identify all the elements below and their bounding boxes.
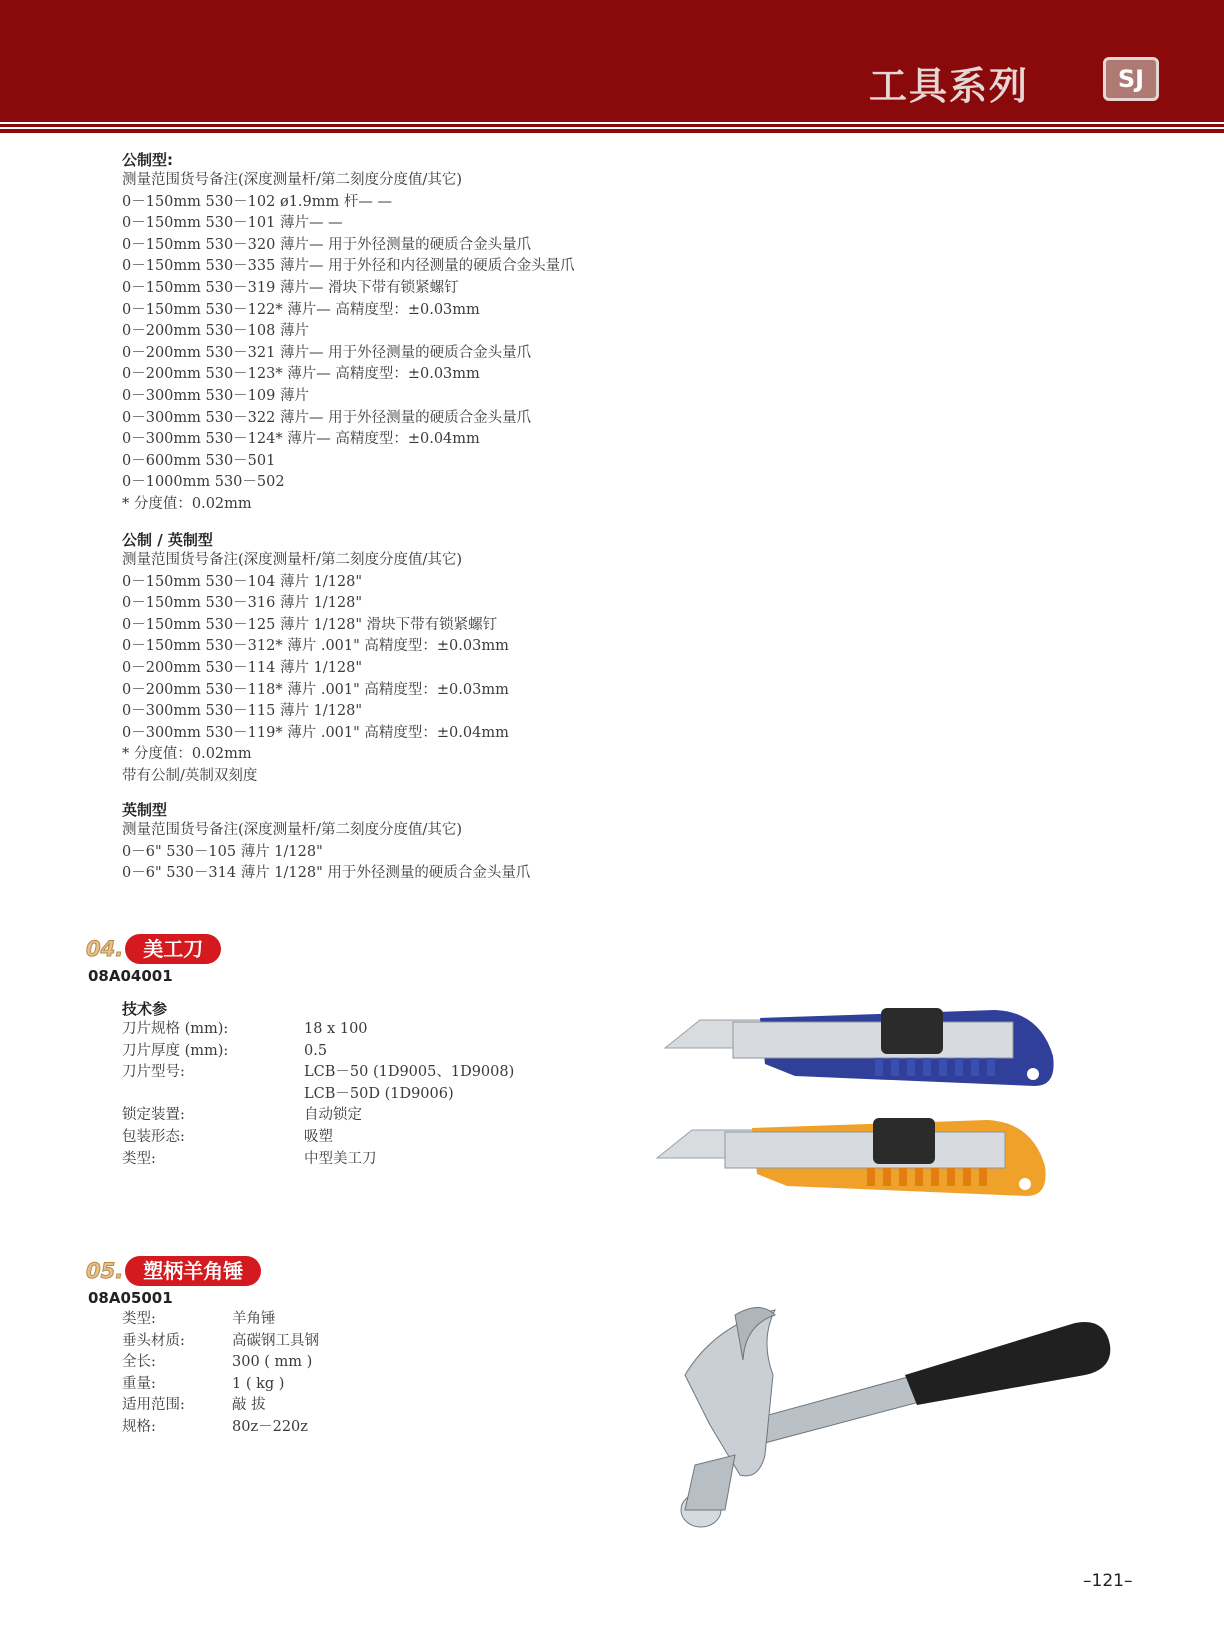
list-item: 0－150mm 530－320 薄片— 用于外径测量的硬质合金头量爪 — [122, 236, 532, 253]
blue-knife-icon — [665, 1008, 1054, 1086]
product-tag-knife — [86, 934, 221, 964]
product-tag-hammer — [86, 1256, 261, 1286]
product-number: 04. — [86, 937, 124, 961]
columns-header: 测量范围货号备注(深度测量杆/第二刻度分度值/其它) — [122, 552, 463, 568]
hammer-specs — [122, 1309, 319, 1439]
knife-specs — [122, 999, 514, 1170]
series-title: 工具系列 — [868, 64, 1029, 108]
list-item: 0－600mm 530－501 — [122, 452, 276, 469]
metric-section — [122, 150, 575, 516]
metric-inch-section — [122, 530, 509, 788]
logo-text: SJ — [1117, 65, 1145, 93]
list-item: 0－150mm 530－335 薄片— 用于外径和内径测量的硬质合金头量爪 — [122, 258, 575, 275]
list-item: 0－150mm 530－316 薄片 1/128" — [122, 595, 363, 612]
product-code: 08A04001 — [88, 967, 173, 985]
footnote: * 分度值：0.02mm — [122, 495, 252, 512]
header-rule-2 — [0, 129, 1224, 133]
spec-heading: 技术参 — [122, 1000, 168, 1018]
list-item: 0－300mm 530－119* 薄片 .001" 高精度型：±0.04mm — [122, 724, 509, 741]
list-item: 0－6" 530－314 薄片 1/128" 用于外径测量的硬质合金头量爪 — [122, 865, 531, 882]
spec-row: 垂头材质: 高碳钢工具钢 — [122, 1332, 319, 1349]
list-item: 0－200mm 530－321 薄片— 用于外径测量的硬质合金头量爪 — [122, 344, 532, 361]
list-item: 0－1000mm 530－502 — [122, 474, 285, 491]
orange-knife-icon — [657, 1118, 1046, 1196]
list-item: 0－150mm 530－319 薄片— 滑块下带有锁紧螺钉 — [122, 279, 459, 296]
product-number: 05. — [86, 1259, 124, 1283]
list-item: 0－6" 530－105 薄片 1/128" — [122, 843, 323, 860]
columns-header: 测量范围货号备注(深度测量杆/第二刻度分度值/其它) — [122, 822, 463, 838]
product-title: 塑柄羊角锤 — [125, 1256, 261, 1286]
section-heading: 英制型 — [122, 801, 168, 819]
header-rule — [0, 124, 1224, 127]
list-item: 0－200mm 530－108 薄片 — [122, 323, 309, 340]
spec-row: 适用范围: 敲 拔 — [122, 1397, 266, 1414]
list-item: 0－150mm 530－101 薄片— — — [122, 215, 343, 232]
list-item: 0－300mm 530－124* 薄片— 高精度型：±0.04mm — [122, 431, 480, 448]
spec-row: 锁定装置: 自动锁定 — [122, 1107, 362, 1124]
page-number: –121– — [1083, 1571, 1133, 1591]
list-item: 0－150mm 530－312* 薄片 .001" 高精度型：±0.03mm — [122, 638, 509, 655]
header-bar — [0, 0, 1224, 122]
product-code: 08A05001 — [88, 1289, 173, 1307]
spec-row: 刀片规格 (mm): 18 x 100 — [122, 1021, 368, 1037]
spec-row: 全长: 300 ( mm ) — [122, 1354, 313, 1371]
spec-row: 类型: 中型美工刀 — [122, 1150, 377, 1167]
spec-row: 规格: 80z－220z — [122, 1418, 308, 1435]
section-heading: 公制 / 英制型 — [122, 531, 213, 549]
product-title: 美工刀 — [125, 934, 221, 964]
inch-section — [122, 800, 530, 885]
spec-row: 类型: 羊角锤 — [122, 1311, 276, 1327]
list-item: 0－200mm 530－114 薄片 1/128" — [122, 659, 363, 676]
section-heading: 公制型: — [122, 151, 173, 169]
list-item: 0－150mm 530－125 薄片 1/128" 滑块下带有锁紧螺钉 — [122, 616, 498, 633]
columns-header: 测量范围货号备注(深度测量杆/第二刻度分度值/其它) — [122, 172, 463, 188]
hammer-icon — [681, 1308, 1110, 1528]
brand-logo — [1103, 57, 1159, 101]
spec-row: 重量: 1 ( kg ) — [122, 1375, 285, 1392]
list-item: 0－300mm 530－115 薄片 1/128" — [122, 703, 363, 720]
spec-row: 刀片型号: LCB－50 (1D9005、1D9008) — [122, 1064, 515, 1081]
utility-knife-image — [655, 998, 1095, 1220]
list-item: 0－300mm 530－322 薄片— 用于外径测量的硬质合金头量爪 — [122, 409, 532, 426]
list-item: 0－150mm 530－104 薄片 1/128" — [122, 573, 363, 590]
spec-row: 刀片厚度 (mm): 0.5 — [122, 1042, 328, 1059]
list-item: 0－300mm 530－109 薄片 — [122, 387, 309, 404]
list-item: 0－200mm 530－118* 薄片 .001" 高精度型：±0.03mm — [122, 681, 509, 698]
claw-hammer-image — [655, 1305, 1115, 1537]
list-item: 0－200mm 530－123* 薄片— 高精度型：±0.03mm — [122, 366, 480, 383]
list-item: 0－150mm 530－102 ø1.9mm 杆— — — [122, 193, 392, 210]
footnote: * 分度值：0.02mm — [122, 746, 252, 763]
list-item: 0－150mm 530－122* 薄片— 高精度型：±0.03mm — [122, 301, 480, 318]
spec-row: 包装形态: 吸塑 — [122, 1128, 333, 1145]
spec-row: LCB－50D (1D9006) — [304, 1085, 454, 1102]
note: 带有公制/英制双刻度 — [122, 767, 258, 784]
